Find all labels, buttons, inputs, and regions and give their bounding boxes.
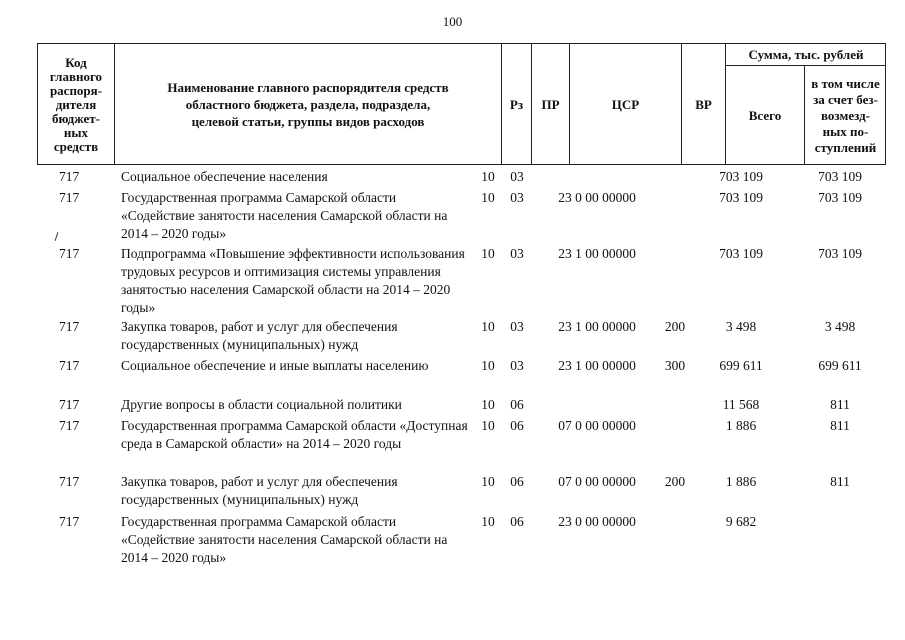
cell-total: 703 109 xyxy=(719,246,763,261)
cell-rz: 10 xyxy=(481,397,495,412)
cell-pr: 06 xyxy=(510,397,524,412)
cell-pr: 03 xyxy=(510,169,524,184)
cell-rz: 10 xyxy=(481,418,495,433)
cell-pr: 03 xyxy=(510,358,524,373)
cell-pr: 03 xyxy=(510,319,524,334)
cell-code: 717 xyxy=(59,246,80,261)
cell-total: 1 886 xyxy=(725,474,757,489)
cell-free: 811 xyxy=(830,397,850,412)
cell-name: Закупка товаров, работ и услуг для обеспечения государственных (муниципальных) нужд xyxy=(121,474,398,507)
cell-pr: 06 xyxy=(510,474,524,489)
header-name-text: Наименование главного распорядителя средств областного бюджета, раздела, подраздела, целевой статьи, группы видов расходов xyxy=(167,80,449,129)
cell-csr: 23 1 00 00000 xyxy=(558,246,636,261)
cell-free: 703 109 xyxy=(818,169,862,184)
cell-code: 717 xyxy=(59,397,80,412)
cell-vr: 300 xyxy=(664,358,686,373)
header-rz: Рз xyxy=(501,43,531,165)
header-sum: Сумма, тыс. рублей xyxy=(725,43,886,65)
cell-total: 703 109 xyxy=(719,190,763,205)
cell-pr: 06 xyxy=(510,418,524,433)
header-csr: ЦСР xyxy=(569,43,681,165)
cell-vr: 200 xyxy=(664,319,686,334)
cell-csr: 23 0 00 00000 xyxy=(558,514,636,529)
header-name xyxy=(114,43,501,165)
cell-rz: 10 xyxy=(481,169,495,184)
cell-total: 11 568 xyxy=(722,397,760,412)
cell-csr: 07 0 00 00000 xyxy=(558,418,636,433)
cell-name: Государственная программа Самарской области «Доступная среда в Самарской области» на 2014 – 2020 годы xyxy=(121,418,468,451)
cell-name: Другие вопросы в области социальной политики xyxy=(121,397,402,412)
cell-name: Социальное обеспечение и иные выплаты населению xyxy=(121,358,429,373)
cell-code: 717 xyxy=(59,319,80,334)
cell-rz: 10 xyxy=(481,358,495,373)
cell-pr: 03 xyxy=(510,190,524,205)
cell-code: 717 xyxy=(59,514,80,529)
cell-free: 3 498 xyxy=(824,319,856,334)
cell-csr: 07 0 00 00000 xyxy=(558,474,636,489)
cell-free: 703 109 xyxy=(818,190,862,205)
cell-total: 1 886 xyxy=(725,418,757,433)
stray-pen-mark xyxy=(55,232,59,241)
cell-name: Закупка товаров, работ и услуг для обеспечения государственных (муниципальных) нужд xyxy=(121,319,398,352)
header-total: Всего xyxy=(725,65,804,165)
header-free-text: в том числе за счет без- возмезд- ных по- ступлений xyxy=(811,75,880,155)
table-header xyxy=(37,43,886,165)
header-vr: ВР xyxy=(681,43,725,165)
header-code-text: Код главного распоря- дителя бюджет- ных средств xyxy=(49,54,103,154)
header-code xyxy=(37,43,114,165)
cell-code: 717 xyxy=(59,169,80,184)
page-number: 100 xyxy=(442,14,463,29)
cell-rz: 10 xyxy=(481,319,495,334)
cell-pr: 06 xyxy=(510,514,524,529)
cell-vr: 200 xyxy=(664,474,686,489)
cell-csr: 23 1 00 00000 xyxy=(558,358,636,373)
cell-rz: 10 xyxy=(481,190,495,205)
cell-rz: 10 xyxy=(481,474,495,489)
cell-name: Подпрограмма «Повышение эффективности использования трудовых ресурсов и оптимизация системы управления занятостью населения Самарской области на 2014 – 2020 годы» xyxy=(121,246,465,315)
header-pr: ПР xyxy=(531,43,569,165)
cell-name: Государственная программа Самарской области «Содействие занятости населения Самарской области на 2014 – 2020 годы» xyxy=(121,190,448,241)
cell-code: 717 xyxy=(59,190,80,205)
cell-pr: 03 xyxy=(510,246,524,261)
cell-csr: 23 0 00 00000 xyxy=(558,190,636,205)
cell-rz: 10 xyxy=(481,246,495,261)
cell-total: 9 682 xyxy=(725,514,757,529)
cell-code: 717 xyxy=(59,418,80,433)
cell-free: 699 611 xyxy=(818,358,862,373)
cell-total: 699 611 xyxy=(719,358,763,373)
cell-code: 717 xyxy=(59,358,80,373)
cell-name: Государственная программа Самарской области «Содействие занятости населения Самарской области на 2014 – 2020 годы» xyxy=(121,514,448,565)
cell-free: 703 109 xyxy=(818,246,862,261)
cell-csr: 23 1 00 00000 xyxy=(558,319,636,334)
cell-total: 703 109 xyxy=(719,169,763,184)
cell-name: Социальное обеспечение населения xyxy=(121,169,328,184)
cell-code: 717 xyxy=(59,474,80,489)
cell-rz: 10 xyxy=(481,514,495,529)
cell-total: 3 498 xyxy=(725,319,757,334)
cell-free: 811 xyxy=(830,474,850,489)
cell-free: 811 xyxy=(830,418,850,433)
header-free xyxy=(804,65,886,165)
